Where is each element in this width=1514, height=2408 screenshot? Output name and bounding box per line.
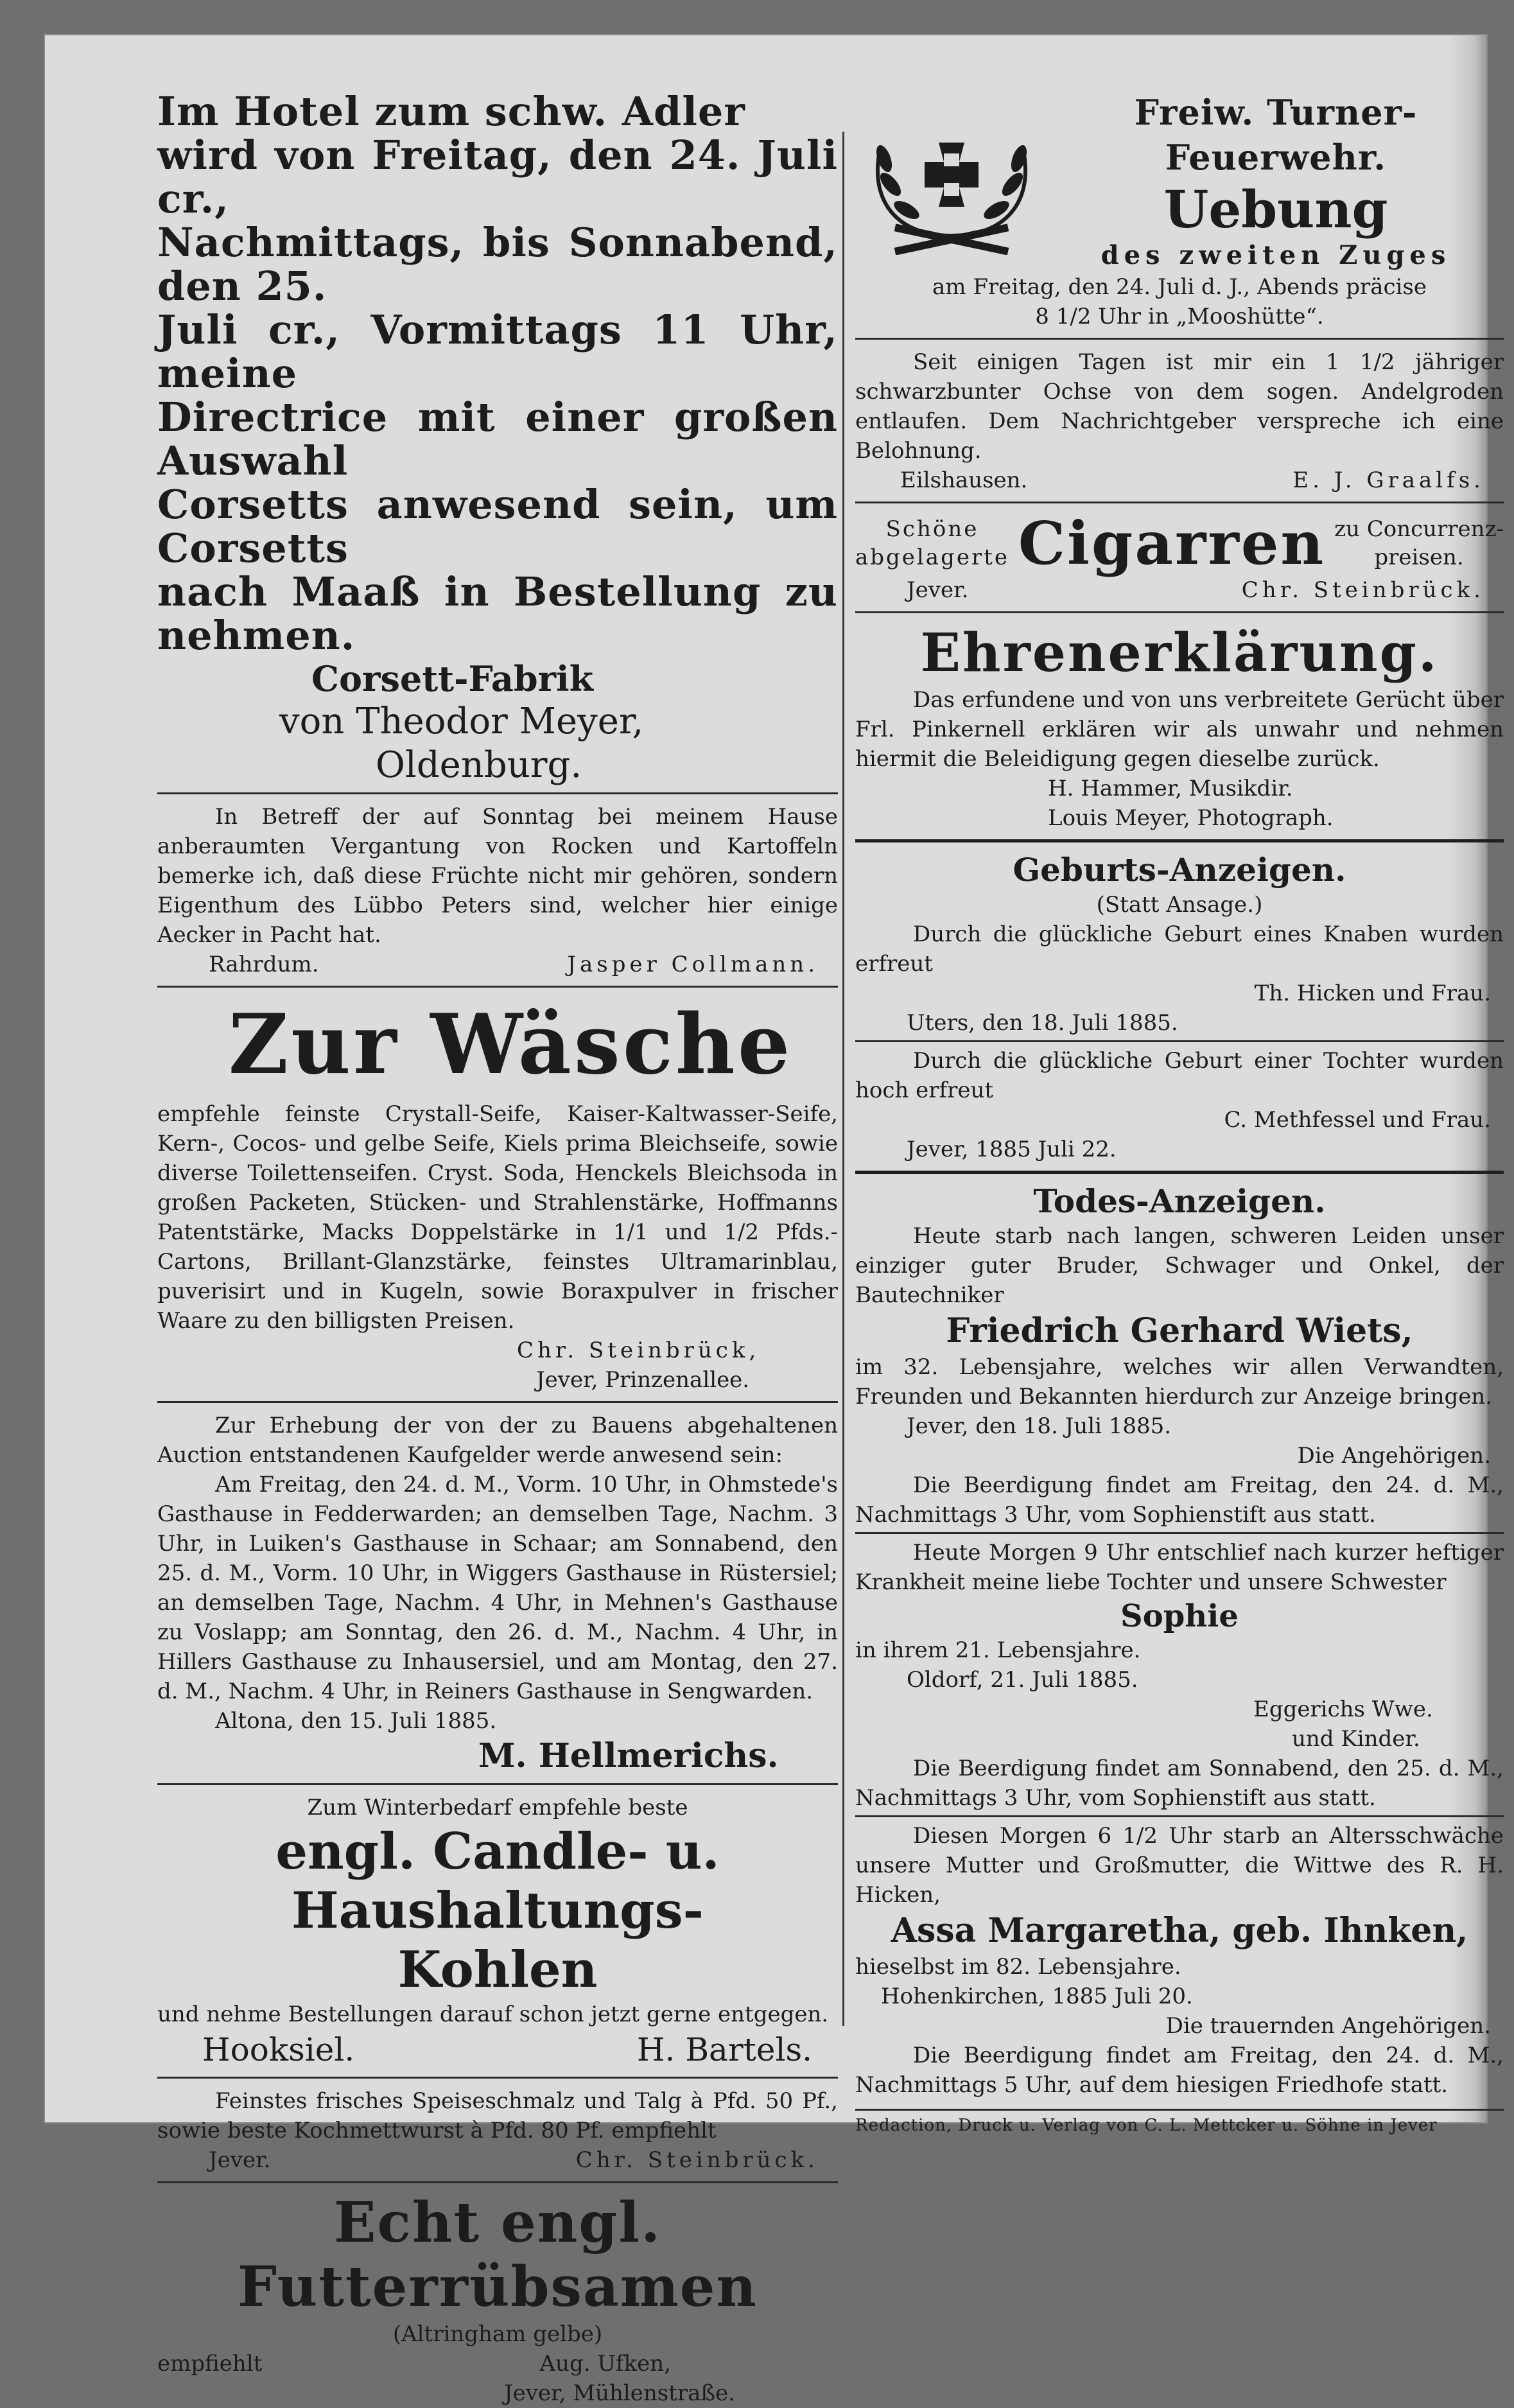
schmalz-text: Feinstes frisches Speiseschmalz und Talg à Pfd. 50 Pf., sowie beste Kochmettwurst à Pfd. 80 Pf. empfiehlt [157, 2088, 838, 2143]
ehren-text: Das erfundene und von uns verbreitete Gerücht über Frl. Pinkernell erklären wir als unwahr und nehmen hiermit die Beleidigung gegen dieselbe zurück. [855, 687, 1504, 772]
corsett-line-6: Corsetts anwesend sein, um Corsetts [157, 481, 838, 571]
cigarren-signature: Chr. Steinbrück. [1241, 577, 1484, 603]
futter-label: empfiehlt [157, 2351, 263, 2377]
ad-cigarren [855, 511, 1504, 605]
futter-subtitle: (Altringham gelbe) [392, 2321, 603, 2347]
separator [855, 1171, 1504, 1174]
corsett-line-2: wird von Freitag, den 24. Juli cr., [157, 132, 838, 222]
cigarren-right-1: zu Concurrenz- [1334, 516, 1504, 542]
right-column [855, 90, 1504, 2136]
geburt-date-1: Uters, den 18. Juli 1885. [907, 1010, 1178, 1036]
ochse-place: Eilshausen. [900, 467, 1028, 493]
ad-ochse [855, 347, 1504, 495]
tod-text-1: Heute starb nach langen, schweren Leiden unser einziger guter Bruder, Schwager und Onkel, der Bautechniker [855, 1223, 1504, 1308]
schmalz-signature: Chr. Steinbrück. [575, 2147, 819, 2173]
tod-date-3: Hohenkirchen, 1885 Juli 20. [881, 1984, 1193, 2009]
kohlen-intro: Zum Winterbedarf empfehle beste [307, 1795, 688, 1820]
tod-signature-3: Die trauernden Angehörigen. [1165, 2013, 1491, 2039]
feuerwehr-date: am Freitag, den 24. Juli d. J., Abends präcise [932, 274, 1427, 300]
imprint-footer: Redaction, Druck u. Verlag von C. L. Mettcker u. Söhne in Jever [855, 2109, 1504, 2136]
ehren-title: Ehrenerklärung. [920, 622, 1439, 684]
kohlen-signature: H. Bartels. [636, 2031, 812, 2068]
tod-burial-2: Die Beerdigung findet am Sonnabend, den 25. d. M., Nachmittags 3 Uhr, vom Sophienstift aus statt. [855, 1756, 1504, 1811]
cigarren-right-2: preisen. [1374, 545, 1464, 570]
auction-intro: Zur Erhebung der von der zu Bauens abgehaltenen Auction entstandenen Kaufgelder werde anwesend sein: [157, 1413, 838, 1468]
separator [855, 1815, 1504, 1817]
wasche-title: Zur Wäsche [228, 997, 793, 1093]
ehren-signature-2: Louis Meyer, Photograph. [1048, 805, 1334, 831]
separator [855, 338, 1504, 340]
auction-schedule: Am Freitag, den 24. d. M., Vorm. 10 Uhr, in Ohmstede's Gasthause in Fedderwarden; an demselben Tage, Nachm. 3 Uhr, in Luiken's Gasthause in Schaar; am Sonnabend, den 25. d. M., Vorm. 10 Uhr, in Wiggers Gasthause in Rüstersiel; an demselben Tage, Nachm. 4 Uhr, in Mehnen's Gasthause zu Voslapp; am Sonntag, den 26. d. M., Nachm. 4 Uhr, in Hillers Gasthause zu Inhausersiel, und am Montag, den 27. d. M., Nachm. 4 Uhr, in Reiners Gasthause in Sengwarden. [157, 1472, 838, 1704]
feuerwehr-title: Freiw. Turner-Feuerwehr. [1134, 92, 1418, 178]
corsett-line-7: nach Maaß in Bestellung zu nehmen. [157, 568, 838, 659]
kohlen-text: und nehme Bestellungen darauf schon jetzt gerne entgegen. [157, 2002, 829, 2027]
tod-name-3: Assa Margaretha, geb. Ihnken, [891, 1911, 1468, 1950]
tod-signature-1: Die Angehörigen. [1297, 1443, 1491, 1469]
futter-signature: Aug. Ufken, [539, 2351, 671, 2377]
cigarren-left-2: abgelagerte [855, 545, 1009, 570]
wasche-text: empfehle feinste Crystall-Seife, Kaiser-Kaltwasser-Seife, Kern-, Cocos- und gelbe Seife, Kiels prima Bleichseife, sowie diverse Toilettenseifen. Cryst. Soda, Henckels Bleichsoda in großen Packeten, Stücken- und Strahlenstärke, Hoffmanns Patentstärke, Macks Doppelstärke in 1/1 und 1/2 Pfds.-Cartons, Brillant-Glanzstärke, feinstes Ultramarinblau, puverisirt und in Kugeln, sowie Boraxpulver in frischer Waare zu den billigsten Preisen. [157, 1101, 838, 1334]
auction-date: Altona, den 15. Juli 1885. [215, 1708, 497, 1734]
geburt-subtitle: (Statt Ansage.) [1096, 892, 1263, 918]
corsett-line-5: Directrice mit einer großen Auswahl [157, 394, 838, 484]
geburt-signature-2: C. Methfessel und Frau. [1224, 1107, 1491, 1133]
separator [157, 1783, 838, 1785]
ad-auction [157, 1411, 838, 1777]
ochse-signature: E. J. Graalfs. [1292, 467, 1484, 493]
newspaper-page [45, 35, 1504, 2406]
left-column [157, 90, 838, 2408]
cigarren-title: Cigarren [1018, 509, 1326, 578]
tod-text-2: im 32. Lebensjahre, welches wir allen Verwandten, Freunden und Bekannten hierdurch zur Anzeige bringen. [855, 1354, 1504, 1409]
kohlen-title-line-1: engl. Candle- u. Haushaltungs- [275, 1822, 720, 1940]
tod-date-2: Oldorf, 21. Juli 1885. [907, 1667, 1138, 1693]
tod-text-6: hieselbst im 82. Lebensjahre. [855, 1954, 1181, 1980]
separator [855, 1040, 1504, 1042]
tod-text-3: Heute Morgen 9 Uhr entschlief nach kurzer heftiger Krankheit meine liebe Tochter und unsere Schwester [855, 1540, 1504, 1595]
ehren-signature-1: H. Hammer, Musikdir. [1048, 776, 1293, 801]
geburt-signature-1: Th. Hicken und Frau. [1254, 981, 1491, 1006]
tod-name-1: Friedrich Gerhard Wiets, [946, 1311, 1413, 1350]
feuerwehr-time: 8 1/2 Uhr in „Mooshütte“. [1035, 304, 1324, 329]
tod-text-4: in ihrem 21. Lebensjahre. [855, 1637, 1141, 1663]
cigarren-left-1: Schöne [885, 516, 979, 542]
geburt-text-2: Durch die glückliche Geburt einer Tochter wurden hoch erfreut [855, 1048, 1504, 1103]
ad-futter [157, 2191, 838, 2408]
ad-corsett [157, 90, 838, 787]
feuerwehr-uebung: Uebung [1163, 179, 1388, 240]
feuerwehr-subtitle: des zweiten Zuges [1101, 240, 1451, 270]
cigarren-place: Jever. [907, 577, 969, 603]
tod-name-2: Sophie [1120, 1598, 1239, 1634]
geburt-text-1: Durch die glückliche Geburt eines Knaben wurden erfreut [855, 921, 1504, 977]
vergantung-signature: Jasper Collmann. [567, 952, 819, 977]
tod-signature-2a: Eggerichs Wwe. [1253, 1697, 1433, 1722]
separator [855, 611, 1504, 613]
corsett-firm: Corsett-Fabrik [311, 658, 594, 699]
tod-burial-3: Die Beerdigung findet am Freitag, den 24. d. M., Nachmittags 5 Uhr, auf dem hiesigen Friedhofe statt. [855, 2043, 1504, 2098]
ad-geburt [855, 850, 1504, 1164]
ad-schmalz [157, 2086, 838, 2175]
tod-title: Todes-Anzeigen. [1033, 1182, 1326, 1220]
fire-brigade-emblem-icon [855, 107, 1048, 255]
separator [157, 792, 838, 794]
corsett-owner: von Theodor Meyer, [279, 701, 644, 742]
tod-date-1: Jever, den 18. Juli 1885. [907, 1413, 1172, 1439]
tod-burial-1: Die Beerdigung findet am Freitag, den 24. d. M., Nachmittags 3 Uhr, vom Sophienstift aus statt. [855, 1472, 1504, 1528]
separator [855, 502, 1504, 503]
geburt-date-2: Jever, 1885 Juli 22. [907, 1137, 1117, 1162]
schmalz-place: Jever. [209, 2147, 271, 2173]
separator [157, 2181, 838, 2183]
column-divider [842, 132, 844, 2026]
ad-kohlen [157, 1793, 838, 2070]
wasche-signature: Chr. Steinbrück, [517, 1338, 760, 1363]
ad-wasche [157, 997, 838, 1395]
separator [157, 986, 838, 988]
ochse-text: Seit einigen Tagen ist mir ein 1 1/2 jähriger schwarzbunter Ochse von dem sogen. Andelgroden entlaufen. Dem Nachrichtgeber verspreche ich eine Belohnung. [855, 349, 1504, 464]
separator [855, 1532, 1504, 1534]
kohlen-title-line-2: Kohlen [397, 1941, 598, 1999]
ad-tod [855, 1182, 1504, 2100]
corsett-line-3: Nachmittags, bis Sonnabend, den 25. [157, 219, 838, 310]
futter-address: Jever, Mühlenstraße. [504, 2380, 735, 2406]
tod-signature-2b: und Kinder. [1292, 1726, 1420, 1752]
geburt-title: Geburts-Anzeigen. [1013, 851, 1346, 889]
ad-ehrenerklaerung [855, 621, 1504, 833]
tod-text-5: Diesen Morgen 6 1/2 Uhr starb an Altersschwäche unsere Mutter und Großmutter, die Wittwe des R. H. Hicken, [855, 1823, 1504, 1908]
ad-feuerwehr [855, 90, 1504, 331]
separator [157, 1401, 838, 1403]
corsett-line-1: Im Hotel zum schw. Adler [157, 88, 745, 135]
vergantung-place: Rahrdum. [209, 952, 319, 977]
futter-title: Echt engl. Futterrübsamen [238, 2190, 758, 2319]
separator [855, 839, 1504, 842]
corsett-city: Oldenburg. [376, 744, 582, 786]
kohlen-place: Hooksiel. [202, 2031, 355, 2068]
auction-signature: M. Hellmerichs. [478, 1736, 779, 1775]
corsett-line-4: Juli cr., Vormittags 11 Uhr, meine [157, 306, 838, 397]
ad-vergantung [157, 802, 838, 979]
wasche-address: Jever, Prinzenallee. [536, 1367, 750, 1393]
vergantung-text: In Betreff der auf Sonntag bei meinem Hause anberaumten Vergantung von Rocken und Kartoffeln bemerke ich, daß diese Früchte nicht mir gehören, sondern Eigenthum des Lübbo Peters sind, welcher hier einige Aecker in Pacht hat. [157, 804, 838, 948]
separator [157, 2077, 838, 2079]
